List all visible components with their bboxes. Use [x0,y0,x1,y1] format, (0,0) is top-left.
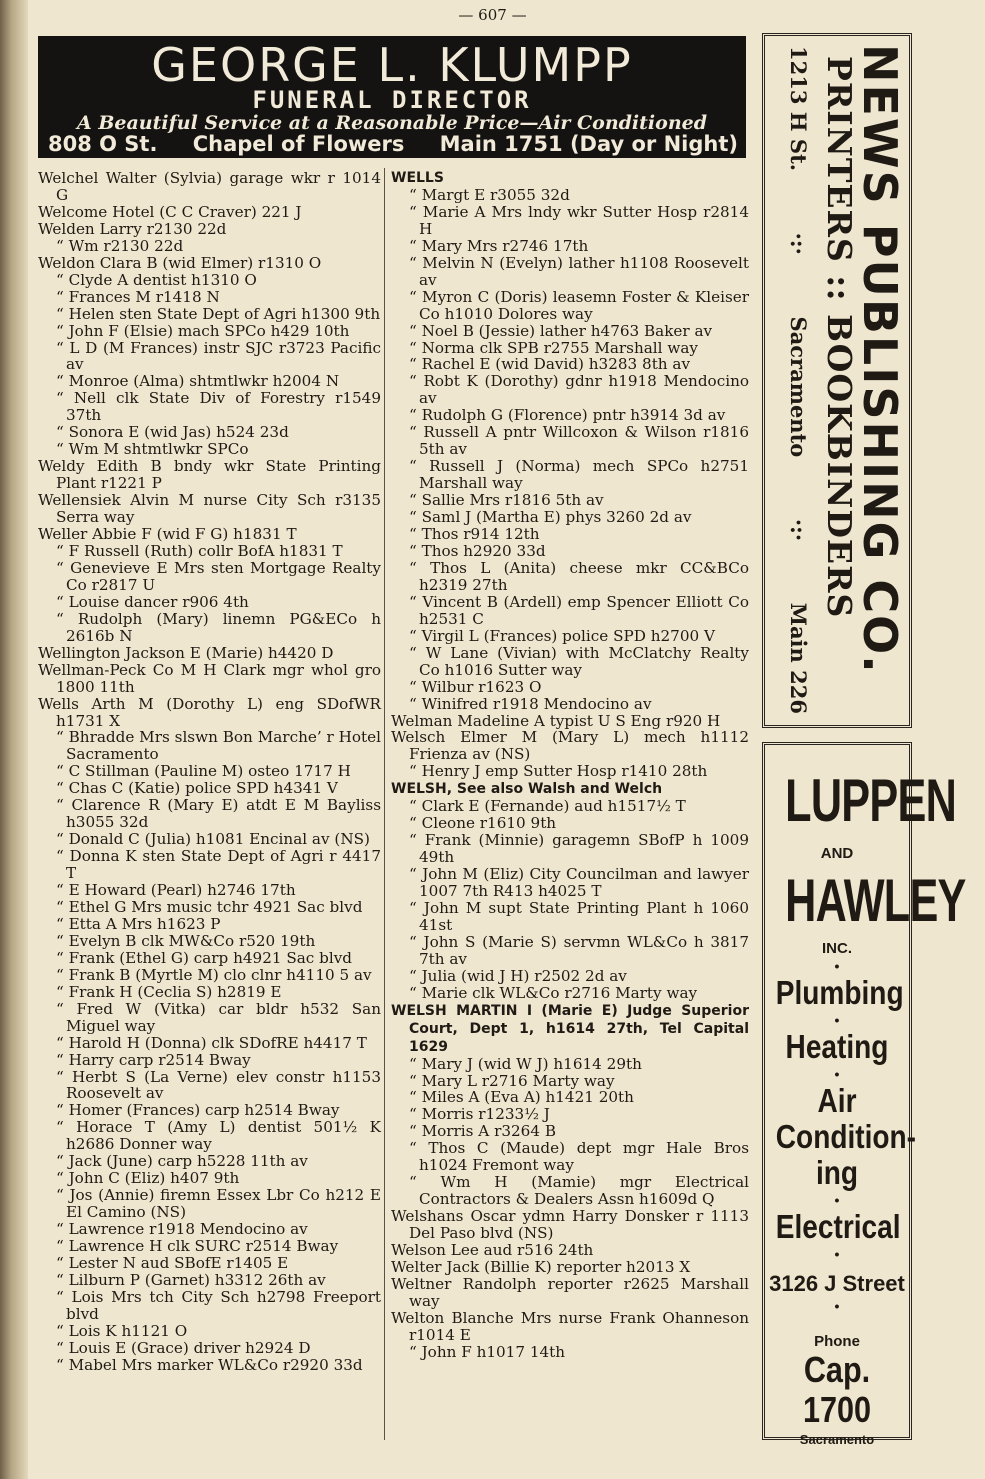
ad-subtitle: FUNERAL DIRECTOR [252,86,532,114]
directory-entry: Welsch Elmer M (Mary L) mech h1112 Frienza av (NS) [391,728,749,764]
directory-entry: “ Sonora E (wid Jas) h524 23d [56,423,289,442]
ad-chapel: Chapel of Flowers [192,132,405,156]
directory-entry: “ Helen sten State Dept of Agri h1300 9th [56,304,381,323]
directory-entry: “ Sallie Mrs r1816 5th av [409,491,604,510]
ad2-line1: LUPPEN [785,767,957,834]
bullet-icon: • [834,1246,840,1262]
directory-entry: “ Cleone r1610 9th [409,814,557,833]
directory-entry: “ Harold H (Donna) clk SDofRE h4417 T [56,1033,367,1052]
directory-entry: “ Frances M r1418 N [56,287,220,306]
directory-entry: “ Frank B (Myrtle M) clo clnr h4110 5 av [56,965,372,984]
directory-entry: Welson Lee aud r516 24th [391,1241,594,1260]
directory-entry: “ Russell A pntr Willcoxon & Wilson r1816 5th av [409,423,749,459]
directory-entry: Wellman-Peck Co M H Clark mgr whol gro 1800 11th [38,660,381,696]
directory-entry: “ Genevieve E Mrs sten Mortgage Realty Co r2817 U [56,558,381,594]
section-heading-wells: WELLS [391,170,444,186]
directory-entry: “ Horace T (Amy L) dentist 501½ K h2686 Donner way [56,1118,381,1154]
directory-entry: “ Donald C (Julia) h1081 Encinal av (NS) [56,830,370,849]
directory-column-left [38,170,381,1374]
ad2-heating: Heating [785,1028,889,1065]
directory-entry: “ Virgil L (Frances) police SPD h2700 V [409,626,715,645]
directory-entry: “ Lilburn P (Garnet) h3312 26th av [56,1270,326,1289]
bullet-icon: • [834,1298,840,1314]
directory-entry: “ Morris r1233½ J [409,1105,550,1124]
directory-entry: “ Marie A Mrs lndy wkr Sutter Hosp r2814 H [409,202,749,238]
directory-entry: “ Jos (Annie) firemn Essex Lbr Co h212 E El Camino (NS) [56,1186,381,1222]
directory-entry: “ F Russell (Ruth) collr BofA h1831 T [56,541,343,560]
directory-entry: “ Winifred r1918 Mendocino av [409,694,652,713]
directory-entry: “ Wm r2130 22d [56,236,184,255]
ad2-phone: Cap. 1700 [802,1349,872,1430]
column-divider [384,168,385,1440]
directory-entry: Welden Larry r2130 22d [38,219,227,238]
directory-entry: Weldy Edith B bndy wkr State Printing Plant r1221 P [38,457,381,493]
directory-entry: “ Noel B (Jessie) lather h4763 Baker av [409,321,713,340]
ad2-phone-label: Phone [814,1333,860,1350]
directory-entry: “ Evelyn B clk MW&Co r520 19th [56,931,316,950]
directory-entry: “ Frank H (Ceclia S) h2819 E [56,982,282,1001]
ad-phone: Main 1751 (Day or Night) [439,132,738,156]
directory-entry: “ Robt K (Dorothy) gdnr h1918 Mendocino av [409,372,749,408]
funeral-director-ad [38,36,746,158]
directory-entry: “ Monroe (Alma) shtmtlwkr h2004 N [56,372,340,391]
directory-entry: “ Morris A r3264 B [409,1122,556,1141]
directory-entry: “ Lois K h1121 O [56,1321,188,1340]
directory-entry: Wellensiek Alvin M nurse City Sch r3135 Serra way [38,491,381,527]
directory-entry: “ Rudolph (Mary) linemn PG&ECo h 2616b N [56,609,381,645]
directory-entry: “ Lawrence r1918 Mendocino av [56,1220,308,1239]
directory-entry: “ Thos C (Maude) dept mgr Hale Bros h1024 Fremont way [409,1139,749,1175]
directory-entry: “ Julia (wid J H) r2502 2d av [409,966,627,985]
directory-entry: “ Russell J (Norma) mech SPCo h2751 Marshall way [409,457,749,493]
directory-entry: “ Louise dancer r906 4th [56,592,249,611]
directory-entry: Wellington Jackson E (Marie) h4420 D [38,643,334,662]
page-number: — 607 — [458,6,527,24]
directory-entry: “ Thos r914 12th [409,525,540,544]
directory-entry: “ Bhradde Mrs slswn Bon Marche’ r Hotel Sacramento [56,728,381,764]
directory-entry: “ Mary J (wid W J) h1614 29th [409,1054,642,1073]
ad2-plumbing: Plumbing [775,974,904,1011]
directory-entry: “ John M (Eliz) City Councilman and lawyer 1007 7th R413 h4025 T [409,865,749,901]
directory-entry: “ Wm H (Mamie) mgr Electrical Contractors & Dealers Assn h1609d Q [409,1173,749,1209]
directory-entry: “ John M supt State Printing Plant h 1060 41st [409,898,749,934]
directory-entry: “ Mary Mrs r2746 17th [409,236,589,255]
directory-entry: “ Mabel Mrs marker WL&Co r2920 33d [56,1355,363,1374]
directory-entry: Welter Jack (Billie K) reporter h2013 X [391,1258,691,1276]
directory-entry: “ Rudolph G (Florence) pntr h3914 3d av [409,406,726,425]
directory-entry: “ Chas C (Katie) police SPD h4341 V [56,779,338,798]
directory-entry: Weldon Clara B (wid Elmer) r1310 O [38,253,322,272]
directory-entry: “ Harry carp r2514 Bway [56,1050,251,1069]
book-spine [0,0,28,1479]
ad2-line2: HAWLEY [785,867,966,934]
directory-entry: “ Melvin N (Evelyn) lather h1108 Roosevelt av [409,253,749,289]
directory-entry: “ Etta A Mrs h1623 P [56,914,221,933]
news-ad-info: 1213 H St. ·:· Sacramento ·:· Main 226 [786,46,811,714]
directory-entry: “ John S (Marie S) servmn WL&Co h 3817 7th av [409,932,749,968]
luppen-hawley-ad [762,742,966,1447]
directory-entry: “ Nell clk State Div of Forestry r1549 37th [56,389,381,425]
ad2-inc: INC. [822,940,852,957]
section-heading-welsh: WELSH, See also Walsh and Welch [391,781,663,798]
directory-entry: “ Wm M shtmtlwkr SPCo [56,440,249,459]
directory-entry: Welshans Oscar ydmn Harry Donsker r 1113 Del Paso blvd (NS) [391,1207,749,1243]
directory-entry: “ Marie clk WL&Co r2716 Marty way [409,983,698,1002]
ad-address: 808 O St. [48,132,158,156]
directory-entry: “ Frank (Ethel G) carp h4921 Sac blvd [56,948,353,967]
directory-entry: “ Thos L (Anita) cheese mkr CC&BCo h2319 27th [409,558,749,594]
directory-column-right [391,170,749,1361]
directory-entry: “ John F h1017 14th [409,1342,566,1361]
directory-entry: “ Frank (Minnie) garagemn SBofP h 1009 49th [409,831,749,867]
directory-entry: “ Herbt S (La Verne) elev constr h1153 Roosevelt av [56,1067,381,1103]
directory-entry: “ Myron C (Doris) leasemn Foster & Kleiser Co h1010 Dolores way [409,287,749,323]
directory-entry: “ John F (Elsie) mach SPCo h429 10th [56,321,350,340]
news-ad-services: PRINTERS :: BOOKBINDERS [820,56,859,619]
directory-entry: Weltner Randolph reporter r2625 Marshall way [391,1274,749,1310]
ad-tagline: A Beautiful Service at a Reasonable Price—Air Conditioned [76,112,708,134]
ad2-address: 3126 J Street [769,1271,905,1296]
directory-entry: “ Thos h2920 33d [409,541,546,560]
directory-entry: “ L D (M Frances) instr SJC r3723 Pacific av [56,338,381,374]
directory-entry: Welton Blanche Mrs nurse Frank Ohanneson r1014 E [391,1308,749,1344]
ad-name: GEORGE L. KLUMPP [151,38,633,92]
directory-entry: “ Margt E r3055 32d [409,185,570,204]
ad-bottom-line [48,132,738,156]
entry-welsh-martin: WELSH MARTIN I (Marie E) Judge Superior Court, Dept 1, h1614 27th, Tel Capital 1629 [391,1002,749,1055]
directory-entry: “ Rachel E (wid David) h3283 8th av [409,355,691,374]
directory-entry: “ Henry J emp Sutter Hosp r1410 28th [409,762,708,781]
directory-entry: “ Lois Mrs tch City Sch h2798 Freeport blvd [56,1287,381,1323]
directory-entry: “ Homer (Frances) carp h2514 Bway [56,1101,340,1120]
directory-entry: “ Vincent B (Ardell) emp Spencer Elliott Co h2531 C [409,592,749,628]
ad2-electrical: Electrical [775,1208,901,1245]
ad2-air: Air [817,1082,857,1119]
bullet-icon: • [834,1192,840,1208]
directory-entry: “ Fred W (Vitka) car bldr h532 San Miguel way [56,999,381,1035]
bullet-icon: • [834,958,840,974]
ad2-condition: Condition- [775,1118,916,1155]
directory-entry: “ Clyde A dentist h1310 O [56,270,257,289]
directory-entry: Welchel Walter (Sylvia) garage wkr r 1014 G [38,169,381,204]
directory-entry: “ C Stillman (Pauline M) osteo 1717 H [56,762,351,781]
directory-entry: “ Jack (June) carp h5228 11th av [56,1152,308,1171]
ad2-and: AND [820,845,854,862]
directory-entry: “ Miles A (Eva A) h1421 20th [409,1088,634,1107]
directory-entry: Wells Arth M (Dorothy L) eng SDofWR h1731 X [38,694,381,730]
directory-entry: “ John C (Eliz) h407 9th [56,1169,240,1188]
ad2-city: Sacramento [799,1432,875,1447]
news-publishing-ad [762,33,912,728]
directory-entry: “ Clarence R (Mary E) atdt E M Bayliss h3055 32d [56,796,381,832]
directory-entry: “ Ethel G Mrs music tchr 4921 Sac blvd [56,897,363,916]
directory-entry: “ Norma clk SPB r2755 Marshall way [409,338,698,357]
directory-entry: “ Lawrence H clk SURC r2514 Bway [56,1237,339,1256]
directory-entry: Welcome Hotel (C C Craver) 221 J [38,202,302,221]
directory-entry: Welman Madeline A typist U S Eng r920 H [391,711,721,730]
bullet-icon: • [834,1012,840,1028]
directory-entry: “ Mary L r2716 Marty way [409,1071,615,1090]
directory-entry: “ Louis E (Grace) driver h2924 D [56,1338,311,1357]
directory-entry: “ E Howard (Pearl) h2746 17th [56,881,296,900]
directory-entry: Weller Abbie F (wid F G) h1831 T [38,525,297,544]
bullet-icon: • [834,1066,840,1082]
directory-entry: “ Donna K sten State Dept of Agri r 4417 T [56,847,381,883]
directory-entry: “ Clark E (Fernande) aud h1517½ T [409,797,686,816]
directory-entry: “ Saml J (Martha E) phys 3260 2d av [409,508,692,527]
ad2-ing: ing [815,1154,859,1191]
news-ad-name: NEWS PUBLISHING CO. [853,44,907,675]
directory-entry: “ Lester N aud SBofE r1405 E [56,1254,289,1272]
directory-entry: “ W Lane (Vivian) with McClatchy Realty Co h1016 Sutter way [409,643,749,679]
directory-entry: “ Wilbur r1623 O [409,677,542,696]
